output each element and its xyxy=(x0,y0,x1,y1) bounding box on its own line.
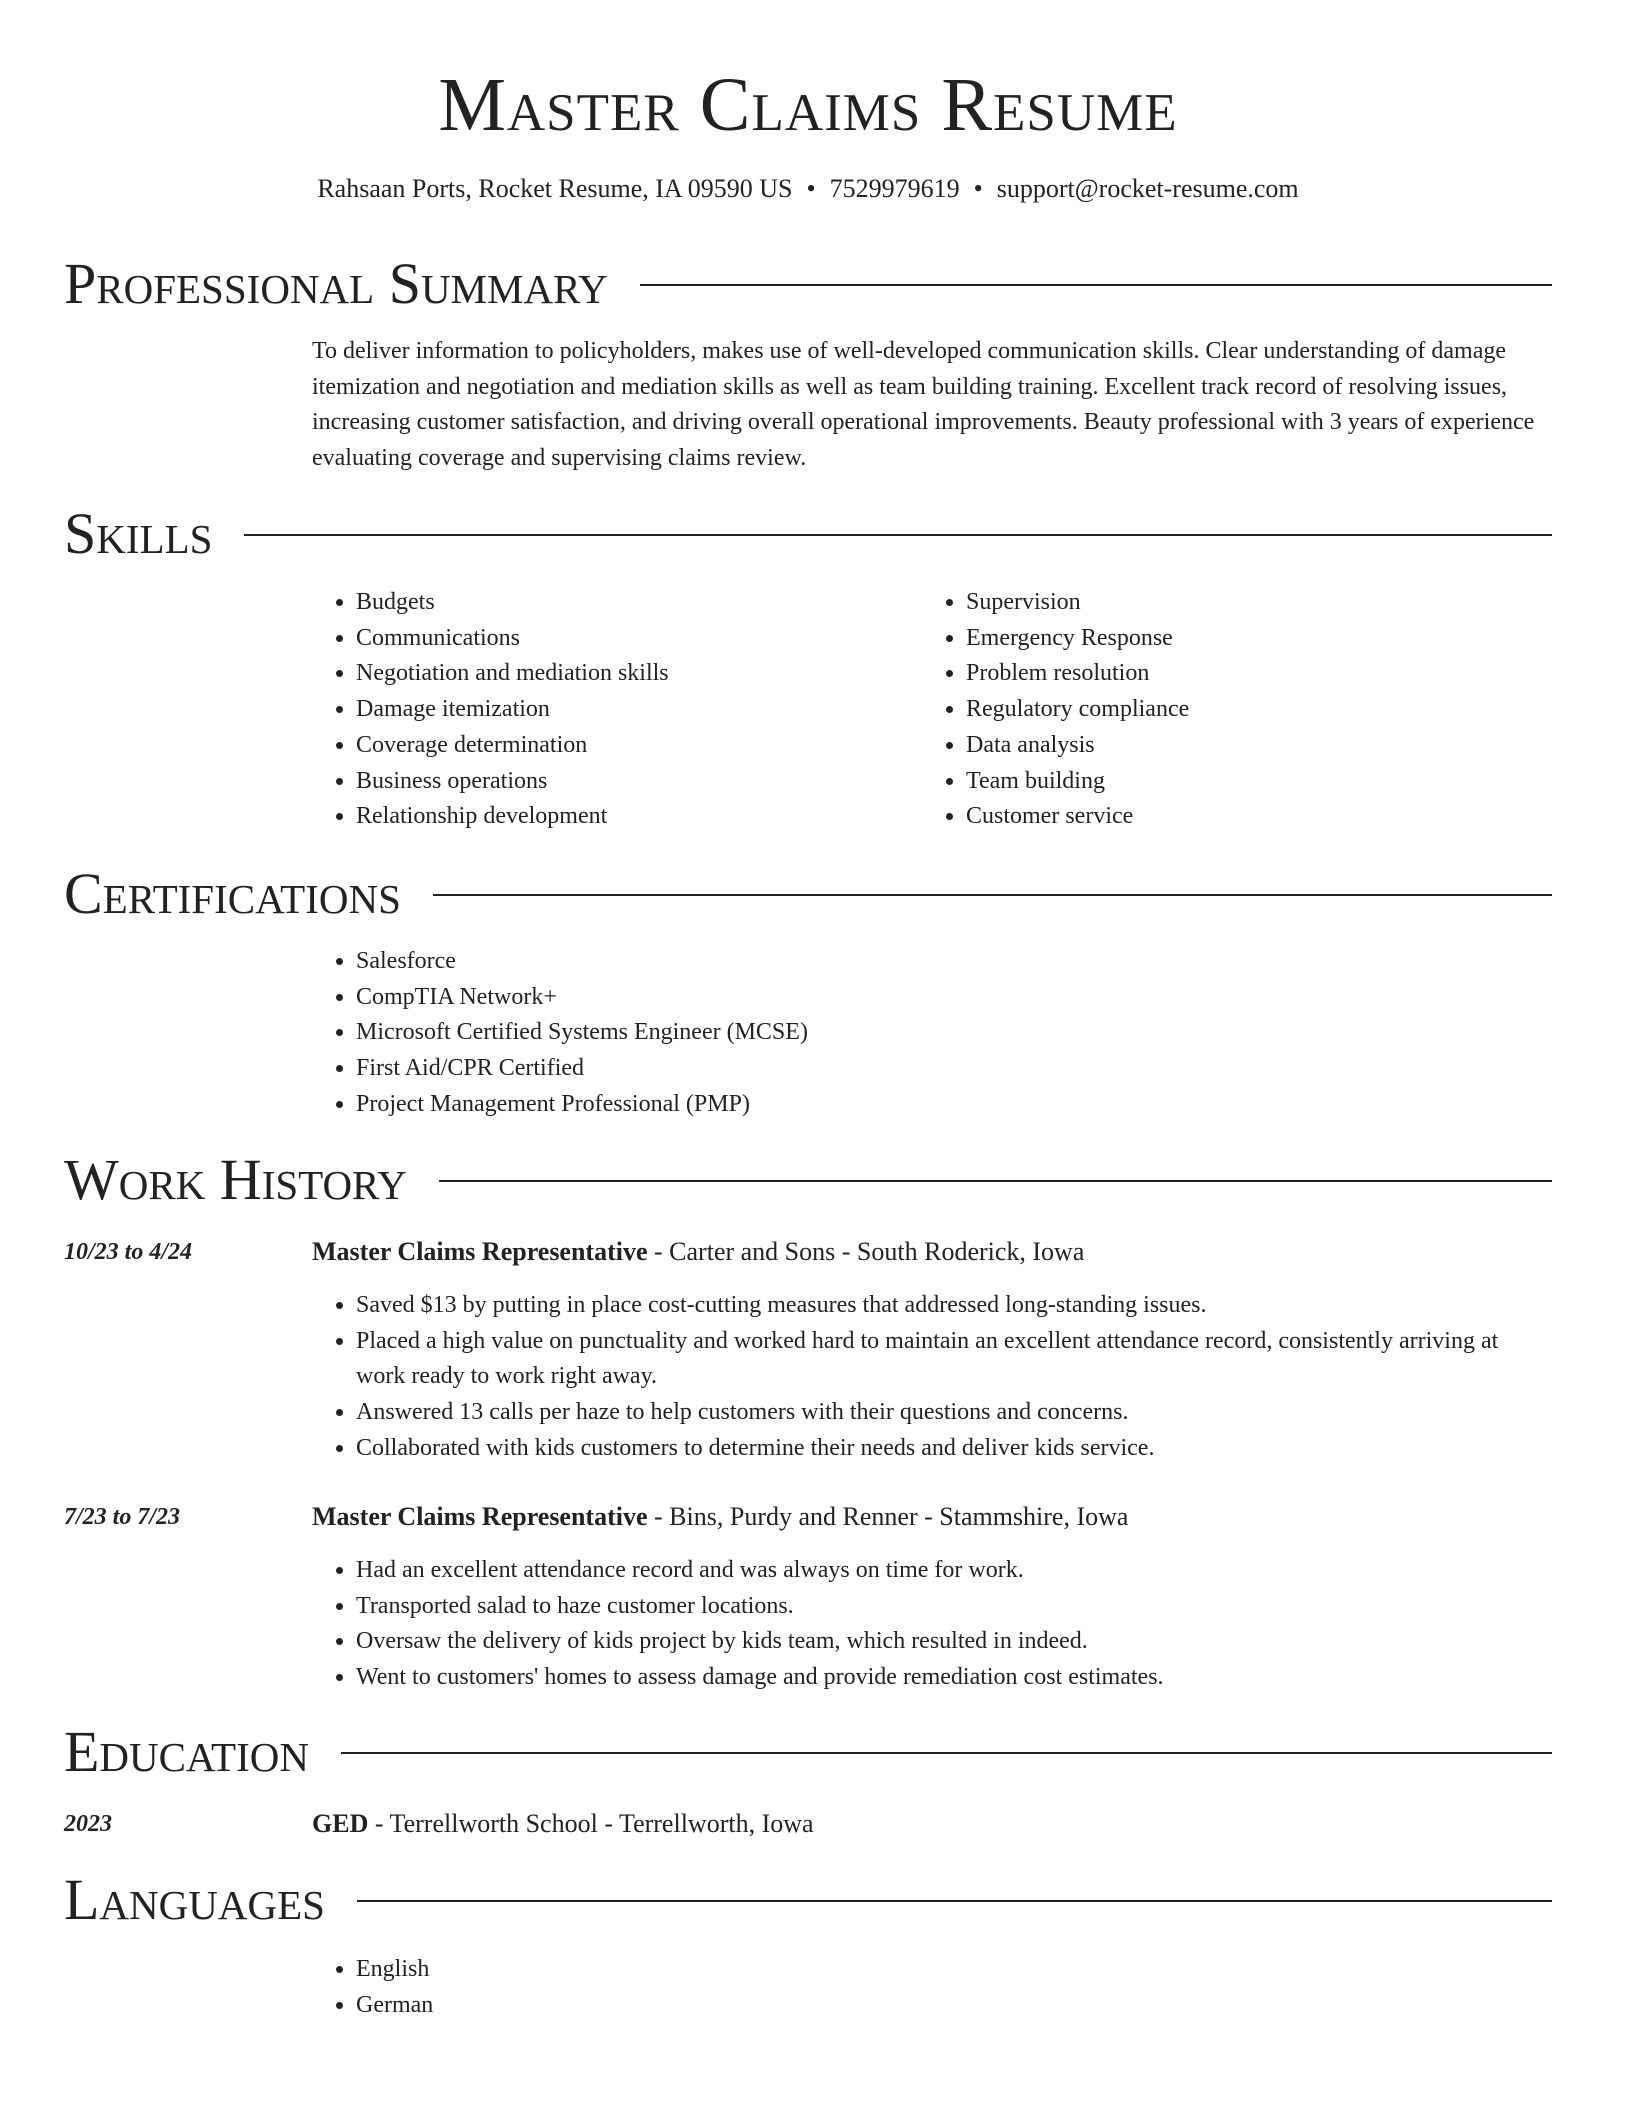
job-heading xyxy=(312,1234,1552,1270)
skill-item: • Negotiation and mediation skills xyxy=(356,656,922,692)
job-bullet: • Went to customers' homes to assess damage and provide remediation cost estimates. xyxy=(356,1660,1552,1696)
section-divider xyxy=(640,284,1552,286)
job-dates: 7/23 to 7/23 xyxy=(64,1504,181,1530)
job-bullet: • Saved $13 by putting in place cost-cutting measures that addressed long-standing issues. xyxy=(356,1288,1552,1324)
job-heading xyxy=(312,1499,1552,1535)
certifications-list xyxy=(312,944,1552,1123)
section-heading: Education xyxy=(64,1719,309,1784)
skill-item: • Relationship development xyxy=(356,799,922,835)
job-bullet: • Oversaw the delivery of kids project by kids team, which resulted in indeed. xyxy=(356,1624,1552,1660)
skill-item: • Communications xyxy=(356,621,922,657)
section-education xyxy=(64,1720,1552,1784)
skill-item: • Customer service xyxy=(966,799,1532,835)
job-details: - Bins, Purdy and Renner - Stammshire, Iowa xyxy=(647,1502,1129,1531)
job-bullet: • Transported salad to haze customer locations. xyxy=(356,1589,1552,1625)
job-bullets xyxy=(312,1553,1552,1696)
skill-item: • Supervision xyxy=(966,585,1532,621)
skill-item: • Data analysis xyxy=(966,728,1532,764)
job-bullet: • Placed a high value on punctuality and worked hard to maintain an excellent attendance record, consistently arriving at work ready to work right away. xyxy=(356,1324,1552,1395)
contact-separator: • xyxy=(806,174,816,203)
job-bullet: • Had an excellent attendance record and was always on time for work. xyxy=(356,1553,1552,1589)
job-bullet: • Collaborated with kids customers to determine their needs and deliver kids service. xyxy=(356,1431,1552,1467)
skill-item: • Coverage determination xyxy=(356,728,922,764)
resume-title: Master Claims Resume xyxy=(438,63,1178,147)
contact-phone: 7529979619 xyxy=(829,174,960,203)
contact-separator: • xyxy=(973,174,983,203)
education-year: 2023 xyxy=(64,1811,112,1837)
language-item: • English xyxy=(356,1952,1552,1988)
certification-item: • Microsoft Certified Systems Engineer (MCSE) xyxy=(356,1015,1552,1051)
section-heading: Professional Summary xyxy=(64,251,608,316)
job-title: Master Claims Representative xyxy=(312,1237,648,1266)
skill-item: • Emergency Response xyxy=(966,621,1532,657)
job-bullet: • Answered 13 calls per haze to help customers with their questions and concerns. xyxy=(356,1395,1552,1431)
skill-item: • Team building xyxy=(966,764,1532,800)
section-divider xyxy=(433,894,1552,896)
section-professional-summary xyxy=(64,252,1552,316)
section-divider xyxy=(357,1900,1552,1902)
skills-column-left xyxy=(312,585,922,835)
education-degree: GED xyxy=(312,1809,369,1838)
section-divider xyxy=(244,534,1552,536)
education-details: - Terrellworth School - Terrellworth, Iowa xyxy=(368,1809,814,1838)
skills-list xyxy=(312,585,1552,835)
certification-item: • Salesforce xyxy=(356,944,1552,980)
skill-item: • Budgets xyxy=(356,585,922,621)
section-divider xyxy=(341,1752,1552,1754)
certification-item: • CompTIA Network+ xyxy=(356,980,1552,1016)
job-details: - Carter and Sons - South Roderick, Iowa xyxy=(647,1237,1085,1266)
section-heading: Languages xyxy=(64,1867,325,1932)
contact-email: support@rocket-resume.com xyxy=(996,174,1299,203)
job-bullets xyxy=(312,1288,1552,1467)
skill-item: • Regulatory compliance xyxy=(966,692,1532,728)
section-work-history xyxy=(64,1148,1552,1212)
certification-item: • Project Management Professional (PMP) xyxy=(356,1087,1552,1123)
contact-line xyxy=(64,172,1552,206)
section-heading: Work History xyxy=(64,1147,407,1212)
section-certifications xyxy=(64,862,1552,926)
languages-list xyxy=(312,1952,1552,2023)
summary-text: To deliver information to policyholders, makes use of well-developed communication skills. Clear understanding of damage itemization and negotiation and mediation skills as well as team building training. Excellent track record of resolving issues, increasing customer satisfaction, and driving overall operational improvements. Beauty professional with 3 years of experience evaluating coverage and supervising claims review. xyxy=(312,338,1535,471)
section-skills xyxy=(64,502,1552,566)
skill-item: • Problem resolution xyxy=(966,656,1532,692)
job-dates: 10/23 to 4/24 xyxy=(64,1239,193,1265)
contact-address: Rahsaan Ports, Rocket Resume, IA 09590 US xyxy=(317,174,793,203)
skill-item: • Business operations xyxy=(356,764,922,800)
education-entry xyxy=(312,1806,1552,1842)
job-title: Master Claims Representative xyxy=(312,1502,648,1531)
language-item: • German xyxy=(356,1988,1552,2024)
section-heading: Certifications xyxy=(64,861,401,926)
certification-item: • First Aid/CPR Certified xyxy=(356,1051,1552,1087)
section-heading: Skills xyxy=(64,501,213,566)
section-languages xyxy=(64,1868,1552,1932)
section-divider xyxy=(439,1180,1552,1182)
skill-item: • Damage itemization xyxy=(356,692,922,728)
skills-column-right xyxy=(922,585,1532,835)
